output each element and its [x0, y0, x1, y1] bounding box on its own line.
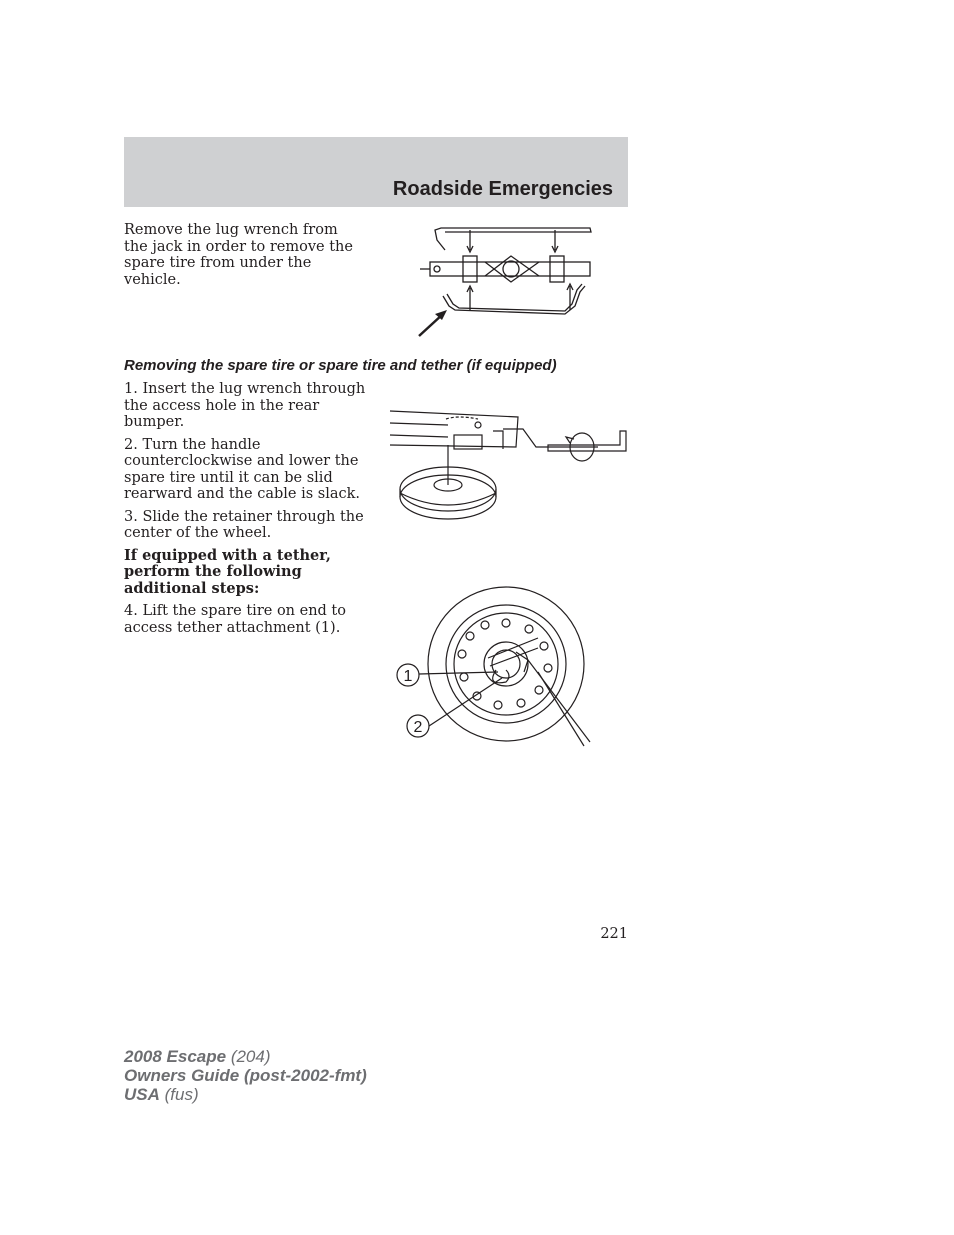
- spare-wheel-tether-illustration: [388, 586, 598, 748]
- footer-model-code: (204): [226, 1047, 271, 1066]
- steps-list: [124, 381, 380, 642]
- intro-paragraph: Remove the lug wrench from the jack in order to remove the spare tire from under the vehicle.: [124, 222, 353, 288]
- bumper-spare-tire-illustration: [388, 405, 630, 527]
- step-2: 2. Turn the handle counterclockwise and lower the spare tire until it can be slid rearward and the cable is slack.: [124, 436, 361, 502]
- step-3: 3. Slide the retainer through the center of the wheel.: [124, 508, 364, 541]
- callout-1: 1: [403, 668, 413, 685]
- step-1: 1. Insert the lug wrench through the access hole in the rear bumper.: [124, 381, 366, 430]
- footer-market: USA: [124, 1085, 160, 1104]
- footer-model: 2008 Escape: [124, 1047, 227, 1066]
- jack-wrench-illustration: [415, 222, 595, 342]
- subheading: Removing the spare tire or spare tire and tether (if equipped): [124, 357, 557, 374]
- section-title: Roadside Emergencies: [392, 178, 613, 200]
- document-footer: [124, 1047, 367, 1104]
- footer-market-code: (fus): [159, 1085, 199, 1104]
- tether-note: If equipped with a tether, perform the following additional steps:: [124, 546, 331, 597]
- section-header-bar: [124, 137, 628, 207]
- page-number: 221: [600, 926, 628, 942]
- callout-2: 2: [413, 719, 423, 736]
- step-4: 4. Lift the spare tire on end to access tether attachment (1).: [124, 603, 346, 636]
- footer-line-2: Owners Guide (post-2002-fmt): [124, 1066, 367, 1085]
- footer-line-1: [124, 1047, 367, 1066]
- footer-line-3: [124, 1085, 367, 1104]
